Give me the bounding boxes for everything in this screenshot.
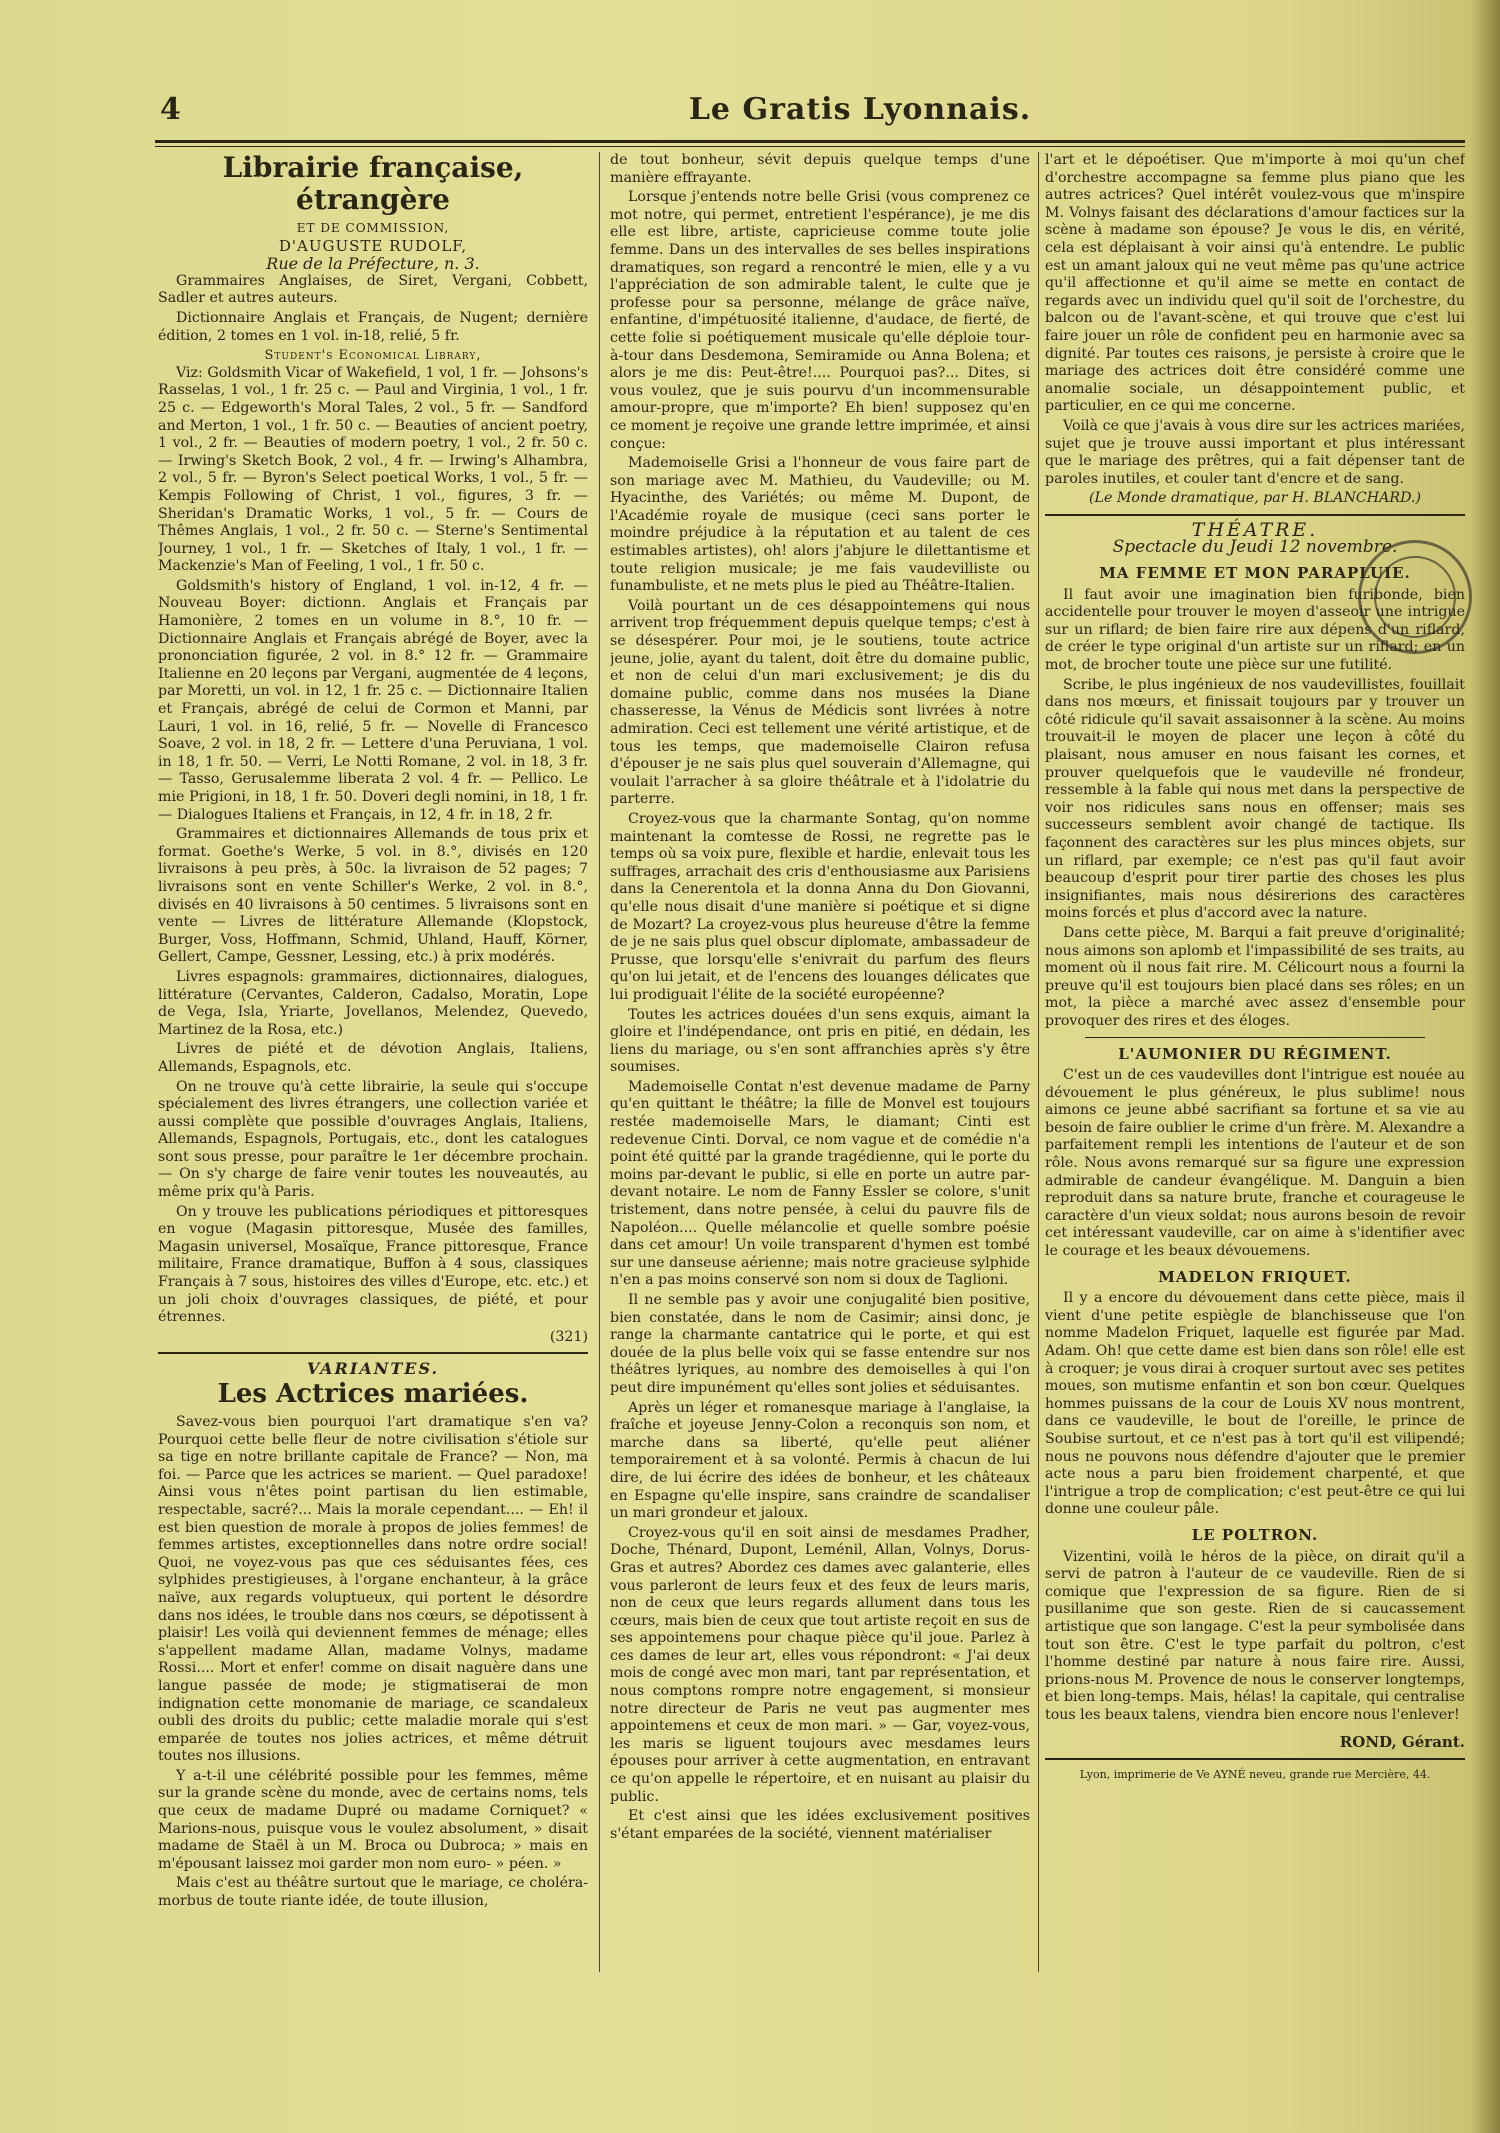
- review-paragraph: Il faut avoir une imagination bien furibonde, bien accidentelle pour trouver le moyen d'asseoir une intrigue sur un riflard; de bien faire rire aux dépens d'un riflard, de créer le type original d'un artiste sur un riflard; en un mot, de brocher toute une pièce sur une futilité.: [1045, 586, 1465, 674]
- ad-address: Rue de la Préfecture, n. 3.: [266, 254, 480, 274]
- review-paragraph: Il y a encore du dévouement dans cette pièce, mais il vient d'une petite espiègle de blanchisseuse que l'on nomme Madelon Friquet, laquelle est figurée par Mad. Adam. Oh! que cette dame est bien dans son rôle! elle est à croquer; je vous dirai à croquer surtout avec ses petites moues, son mutisme enfantin et son bon cœur. Quelques hommes puissans de la cour de Louis XV nous montrent, dans ce vaudeville, le bout de l'oreille, le prince de Soubise surtout, et ce n'est pas à tort qu'il est vilipendé; nous ne pouvons nous défendre d'ajouter que le premier acte nous a paru bien froidement charpenté, et que l'intrigue a trop de complication; c'est peut-être ce qui lui donne une couleur pâle.: [1045, 1290, 1465, 1518]
- page-edge-shadow: [1470, 0, 1500, 2133]
- ad-paragraph: Grammaires Anglaises, de Siret, Vergani, Cobbett, Sadler et autres auteurs.: [158, 272, 588, 307]
- section-rule: [1045, 514, 1465, 516]
- review-paragraph: Scribe, le plus ingénieux de nos vaudevillistes, fouillait dans nos mœurs, et finissait toujours par y trouver un côté ridicule qu'il savait assaisonner à la scène. Au moins trouvait-il le moyen de placer une leçon à côté du plaisant, nous amuser en nous faisant les cornes, et prouver quelquefois que le vaudeville né frondeur, ressemble à la fable qui nous met dans la perspective de voir nos ridicules sans nous en offenser; mais ses successeurs semblent avoir changé de tactique. Ils façonnent des caractères sur les plus minces objets, sur un riflard, par exemple; ce n'est pas qu'il faut avoir beaucoup d'esprit pour tirer partie des choses les plus insignifiantes, mais nous désirerions des caractères moins forcés et plus d'accord avec la nature.: [1045, 676, 1465, 922]
- printer-imprint: Lyon, imprimerie de Ve AYNÉ neveu, grande rue Mercière, 44.: [1079, 1768, 1431, 1782]
- article-paragraph: Voilà ce que j'avais à vous dire sur les actrices mariées, sujet que je trouve aussi important et plus intéressant que le mariage des prêtres, qui a fait dépenser tant de paroles inutiles, et couler tant d'encre et de sang.: [1045, 417, 1465, 487]
- article-paragraph: Il ne semble pas y avoir une conjugalité bien positive, bien constatée, dans le nom de Casimir; ainsi donc, je range la charmante cantatrice qui le porte, et qui est douée de la plus belle voix qui se fasse entendre sur nos théâtres lyriques, au nombre des demoiselles à qui l'on peut dire impunément qu'elles sont jolies et séduisantes.: [610, 1292, 1030, 1396]
- masthead-title: Le Gratis Lyonnais.: [688, 92, 1032, 127]
- review-paragraph: Dans cette pièce, M. Barqui a fait preuve d'originalité; nous aimons son aplomb et l'impassibilité de ses traits, au moment où il nous fait rire. M. Célicourt nous a fourni la preuve qu'il est toujours bien placé dans ses rôles; en un mot, la pièce a marché avec assez d'ensemble pour provoquer des rires et des éloges.: [1045, 924, 1465, 1029]
- ad-paragraph: Livres de piété et de dévotion Anglais, Italiens, Allemands, Espagnols, etc.: [158, 1041, 588, 1075]
- article-paragraph: Savez-vous bien pourquoi l'art dramatique s'en va? Pourquoi cette belle fleur de notre civilisation s'étiole sur sa tige en notre brillante capitale de France? — Non, ma foi. — Parce que les actrices se marient. — Quel paradoxe! Ainsi vous n'êtes point partisan du lien estimable, respectable, sacré?... Mais la morale cependant.... — Eh! il est bien question de morale à propos de jolies femmes! de femmes artistes, exceptionnelles dans notre ordre social! Quoi, ne voyez-vous pas que ces séduisantes fées, ces sylphides prestigieuses, à l'organe enchanteur, à la grâce naïve, aux regards voluptueux, qui portent le désordre dans nos idées, le trouble dans nos cœurs, se dépotissent à plaisir! Les voilà qui deviennent femmes de ménage; elles s'appellent madame Allan, madame Volnys, madame Rossi.... Mort et enfer! comme on disait naguère dans une langue passée de mode; je stigmatiserai de mon indignation cette monomanie de mariage, ce scandaleux oubli des droits du public; cette maladie morale qui s'est emparée de toutes nos jolies actrices, et même détruit toutes nos illusions.: [158, 1414, 588, 1765]
- article-paragraph: Y a-t-il une célébrité possible pour les femmes, même sur la grande scène du monde, avec de certains noms, tels que ceux de madame Dupré ou madame Corniquet? « Marions-nous, puisque vous le voulez absolument, » disait madame de Staël à un M. Broca ou Dubroca; » mais en m'épousant laissez moi garder mon nom euro- » péen. »: [158, 1767, 588, 1872]
- column-3: [1045, 152, 1465, 1972]
- column-1: [158, 152, 588, 1972]
- article-paragraph: Croyez-vous qu'il en soit ainsi de mesdames Pradher, Doche, Thénard, Dupont, Leménil, Allan, Volnys, Dorus-Gras et autres? Abordez ces dames avec galanterie, elles vous parleront de leurs feux et des feux de leurs maris, non de ceux que leurs regards allument dans tous les cœurs, mais bien de ceux que tout artiste reçoit en sus de ses appointemens pour chaque pièce qu'il joue. Parlez à ces dames de leur art, elles vous répondront: « J'ai deux mois de congé avec mon mari, tant par représentation, et nous comptons rompre notre engagement, si monsieur notre directeur de Paris ne veut pas augmenter mes appointemens et ceux de mon mari. » — Gar, voyez-vous, les maris se liguent toujours avec mesdames leurs épouses pour arriver à cette augmentation, en entravant ce qu'on appelle le répertoire, et en nuisant au plaisir du public.: [610, 1524, 1030, 1805]
- article-paragraph: Et c'est ainsi que les idées exclusivement positives s'étant emparées de la société, viennent matérialiser: [610, 1808, 1030, 1842]
- article-paragraph: Mademoiselle Contat n'est devenue madame de Parny qu'en quittant le théâtre; la fille de Monvel est toujours restée mademoiselle Mars, le diamant; Cinti est redevenue Cinti. Dorval, ce nom vague et de comédie n'a point été quitté par la grande tragédienne, qui le porte du moins par-devant le public, si elle en porte un autre par-devant notaire. Le nom de Fanny Essler se colore, s'unit tristement, dans notre pensée, à celui du pauvre fils de Napoléon.... Quelle mélancolie et quelle sombre poésie dans cet amour! Un voile transparent d'hymen est tombé sur une danseuse aérienne; mais notre gracieuse sylphide n'en a pas moins conservé son nom si doux de Taglioni.: [610, 1078, 1030, 1289]
- article-paragraph: Après un léger et romanesque mariage à l'anglaise, la fraîche et joyeuse Jenny-Colon a reconquis son nom, et marche dans sa liberté, qu'elle peut aliéner temporairement et à sa volonté. Permis à chacun de lui dire, de lui écrire des idées de bonheur, et les châteaux en Espagne qu'elle inspire, sans craindre de scandaliser un mari grondeur et jaloux.: [610, 1399, 1030, 1522]
- spectacle-date: Spectacle du Jeudi 12 novembre.: [1112, 537, 1398, 558]
- ad-paragraph: Dictionnaire Anglais et Français, de Nugent; dernière édition, 2 tomes en 1 vol. in-18, relié, 5 fr.: [158, 309, 588, 344]
- play-title: MA FEMME ET MON PARAPLUIE.: [1099, 564, 1411, 583]
- header-rule-thin: [155, 146, 1465, 147]
- article-paragraph: Mais c'est au théâtre surtout que le mariage, ce choléra-morbus de toute riante idée, de toute illusion,: [158, 1875, 588, 1910]
- ad-reference: (321): [549, 1328, 588, 1345]
- section-rule: [1085, 1037, 1425, 1038]
- article-paragraph: l'art et le dépoétiser. Que m'importe à moi qu'un chef d'orchestre accompagne sa femme plus piano que les autres actrices? Quel intérêt voulez-vous que m'inspire M. Volnys faisant des déclarations d'amour factices sur la scène à madame son épouse? Je vous le dis, en vérité, cela est déplaisant à voir ainsi qu'à entendre. Le public est un amant jaloux qui ne veut même pas qu'une actrice qu'il affectionne et qu'il aime se mette en contact de regards avec un individu quel qu'il soit de l'orchestre, du balcon ou de l'avant-scène, et qui trouve que c'est lui faire jouer un rôle de confident peu en harmonie avec sa dignité. Par toutes ces raisons, je persiste à croire que le mariage des actrices doit être considéré comme une anomalie sociale, un désappointement public, et particulier, en ce qui me concerne.: [1045, 152, 1465, 415]
- ad-paragraph: Goldsmith's history of England, 1 vol. in-12, 4 fr. — Nouveau Boyer: dictionn. Anglais et Français par Hamonière, 2 tomes en un volume in 8.°, 10 fr. — Dictionnaire Anglais et Français abrégé de Boyer, avec la prononciation figurée, 2 vol. in 8.° 12 fr. — Grammaire Italienne en 20 leçons par Vergani, augmentée de 4 leçons, par Moretti, un vol. in 12, 1 fr. 25 c. — Dictionnaire Italien et Français, abrégé de celui de Cormon et Manni, par Lauri, 1 vol. in 16, relié, 5 fr. — Novelle di Francesco Soave, 2 vol. in 18, 2 fr. — Lettere d'una Peruviana, 1 vol. in 18, 1 fr. 50. — Verri, Le Notti Romane, 2 vol. in 18, 3 fr. — Tasso, Gerusalemme liberata 2 vol. 4 fr. — Pellico. Le mie Prigioni, in 18, 1 fr. 50. Doveri degli nomini, in 18, 1 fr. — Dialogues Italiens et Français, in 12, 4 fr. in 18, 2 fr.: [158, 577, 588, 823]
- article-paragraph: Mademoiselle Grisi a l'honneur de vous faire part de son mariage avec M. Mathieu, du Vaudeville; ou M. Hyacinthe, des Variétés; ou même M. Dupont, de l'Académie royale de musique (ceci sans porter le moindre préjudice à la réputation et au talent de ces estimables artistes), oh! alors j'abjure le dilettantisme et toute religion musicale; je me fais vaudevilliste ou funambuliste, et ne mets plus le pied au Théâtre-Italien.: [610, 455, 1030, 595]
- column-2: [610, 152, 1030, 1972]
- column-divider: [1038, 152, 1039, 1972]
- article-title: Les Actrices mariées.: [217, 1379, 529, 1409]
- article-paragraph: Toutes les actrices douées d'un sens exquis, aimant la gloire et l'indépendance, ont pris en pitié, en dédain, les liens du mariage, ou s'en sont affranchies après s'y être soumises.: [610, 1006, 1030, 1076]
- ad-paragraph: On y trouve les publications périodiques et pittoresques en vogue (Magasin pittoresque, Musée des familles, Magasin universel, Mosaïque, France pittoresque, France militaire, France dramatique, Buffon à 4 sous, classiques Français à 7 sous, histoires des villes d'Europe, etc. etc.) et un joli choix d'ouvrages classiques, de piété, et pour étrennes.: [158, 1203, 588, 1326]
- theatre-heading: THÉATRE.: [1191, 518, 1319, 541]
- article-paragraph: Croyez-vous que la charmante Sontag, qu'on nomme maintenant la comtesse de Rossi, ne regrette pas le temps où sa voix pure, flexible et hardie, enlevait tous les suffrages, arrachait des cris d'enthousiasme aux Parisiens dans la Cenerentola et la donna Anna du Don Giovanni, qu'elle nous disait d'une manière si poétique et si digne de Mozart? La croyez-vous plus heureuse d'être la femme de je ne sais plus quel obscur diplomate, ambassadeur de Prusse, que lorsqu'elle s'enivrait du parfum des fleurs qu'on lui jetait, et de l'encens des louanges délicates que lui prodiguait l'élite de la société européenne?: [610, 810, 1030, 1003]
- play-title: LE POLTRON.: [1191, 1525, 1319, 1544]
- ad-library-heading: Student's Economical Library,: [264, 348, 482, 364]
- ad-paragraph: Livres espagnols: grammaires, dictionnaires, dialogues, littérature (Cervantes, Calderon, Cadalso, Moratin, Lope de Vega, Isla, Yriarte, Jovellanos, Melendez, Quevedo, Martinez de la Rosa, etc.): [158, 968, 588, 1038]
- review-paragraph: Vizentini, voilà le héros de la pièce, on dirait qu'il a servi de patron à l'auteur de ce vaudeville. Rien de si comique que l'expression de sa figure. Rien de si pusillanime que son geste. Rien de si caucassement artistique que son langage. C'est la peur symbolisée dans tout son être. C'est le type parfait du poltron, c'est l'homme destiné par nature à nous faire rire. Aussi, prions-nous M. Provence de nous le conserver longtemps, et bien long-temps. Mais, hélas! la capitale, qui centralise tous les beaux talens, viendra bien encore nous l'enlever!: [1045, 1548, 1465, 1723]
- article-paragraph: de tout bonheur, sévit depuis quelque temps d'une manière effrayante.: [610, 152, 1030, 186]
- ad-subtitle: ET DE COMMISSION,: [296, 221, 450, 235]
- article-source: (Le Monde dramatique, par H. BLANCHARD.): [1089, 490, 1421, 507]
- ad-paragraph: On ne trouve qu'à cette librairie, la seule qui s'occupe spécialement des livres étrangers, une collection variée et aussi complète que possible d'ouvrages Anglais, Italiens, Allemands, Espagnols, Portugais, etc., dont les catalogues sont sous presse, pour paraître le 1er décembre prochain. — On s'y charge de faire venir toutes les nouveautés, au même prix qu'à Paris.: [158, 1078, 588, 1201]
- review-paragraph: C'est un de ces vaudevilles dont l'intrigue est nouée au dévouement le plus généreux, le plus sublime! nous aimons ce jeune abbé sacrifiant sa fortune et sa vie au besoin de faire oublier le crime d'un frère. M. Alexandre a parfaitement rempli les intentions de l'auteur et de son rôle. Nous avons remarqué sur sa figure une expression admirable de candeur évangélique. M. Danguin a bien reproduit dans sa nature brute, franche et courageuse le caractère d'un vieux soldat; nous aurons besoin de revoir cet intéressant vaudeville, car on aime à s'identifier avec le courage et les beaux dévouemens.: [1045, 1067, 1465, 1260]
- ad-paragraph: Viz: Goldsmith Vicar of Wakefield, 1 vol, 1 fr. — Johsons's Rasselas, 1 vol., 1 fr. 25 c. — Paul and Virginia, 1 vol., 1 fr. 25 c. — Edgeworth's Moral Tales, 2 vol., 5 fr. — Sandford and Merton, 1 vol., 1 fr. 50 c. — Beauties of ancient poetry, 1 vol., 2 fr. — Beauties of modern poetry, 1 vol., 2 fr. 50 c. — Irwing's Sketch Book, 2 vol., 4 fr. — Irwing's Alhambra, 2 vol., 5 fr. — Byron's Select poetical Works, 1 vol., 5 fr. — Kempis Following of Christ, 1 vol., figures, 3 fr. — Sheridan's Dramatic Works, 1 vol., 5 fr. — Cours de Thêmes Anglais, 1 vol., 2 fr. 50 c. — Sterne's Sentimental Journey, 1 vol., 1 fr. — Sketches of Italy, 1 vol., 1 fr. — Mackenzie's Man of Feeling, 1 vol., 1 fr. 50 c.: [158, 364, 588, 575]
- section-rule: [158, 1352, 588, 1354]
- page-number: 4: [160, 92, 181, 127]
- article-paragraph: Lorsque j'entends notre belle Grisi (vous comprenez ce mot notre, qui permet, entretient l'espérance), je me dis elle est libre, artiste, capricieuse comme toute jolie femme. Dans un des intervalles de ses belles inspirations dramatiques, son regard a rencontré le mien, elle y a vu l'appréciation de son admirable talent, le culte que je professe pour sa personne, mélange de grâce naïve, enfantine, d'impétuosité italienne, d'audace, de fierté, de cette folie si poétiquement musicale qu'elle déploie tour-à-tour dans Desdemona, Semiramide ou Anna Bolena; et alors je me dis: Peut-être!.... Pourquoi pas?... Dites, si vous voulez, que je suis pourvu d'un incommensurable amour-propre, que m'importe? Eh bien! supposez qu'en ce moment je reçoive une grande lettre imprimée, et ainsi conçue:: [610, 189, 1030, 452]
- header-rule: [155, 140, 1465, 143]
- article-paragraph: Voilà pourtant un de ces désappointemens qui nous arrivent trop fréquemment depuis quelque temps; c'est à se désespérer. Pour moi, je le soutiens, toute actrice jeune, jolie, ayant du talent, doit être du domaine public, et non de celui d'un mari exclusivement; je dis du domaine public, comme dans nos musées la Diane chasseresse, la Vénus de Médicis sont livrées à notre admiration. Ceci est tellement une vérité artistique, et de tous les temps, que mademoiselle Clairon refusa d'épouser je ne sais plus quel souverain d'Allemagne, qui voulait l'arracher à sa gloire théâtrale et à l'idolatrie du parterre.: [610, 597, 1030, 808]
- section-heading: VARIANTES.: [306, 1359, 440, 1379]
- play-title: L'AUMONIER DU RÉGIMENT.: [1118, 1044, 1392, 1063]
- column-divider: [599, 152, 600, 1972]
- play-title: MADELON FRIQUET.: [1158, 1267, 1352, 1286]
- ad-title: Librairie française, étrangère: [222, 152, 524, 216]
- ad-paragraph: Grammaires et dictionnaires Allemands de tous prix et format. Goethe's Werke, 5 vol. in 8.°, divisés en 120 livraisons à peu près, à 50c. la livraison de 52 pages; 7 livraisons sont en vente Schiller's Werke, 2 vol. in 8.°, divisés en 40 livraisons à 50 centimes. 5 livraisons sont en vente — Livres de littérature Allemande (Klopstock, Burger, Voss, Hoffmann, Schmid, Uhland, Hauff, Körner, Gellert, Campe, Gessner, Lessing, etc.) à prix modérés.: [158, 826, 588, 966]
- ad-owner: D'AUGUSTE RUDOLF,: [278, 236, 468, 255]
- editor-signature: ROND, Gérant.: [1339, 1733, 1465, 1752]
- footer-rule: [1045, 1758, 1465, 1760]
